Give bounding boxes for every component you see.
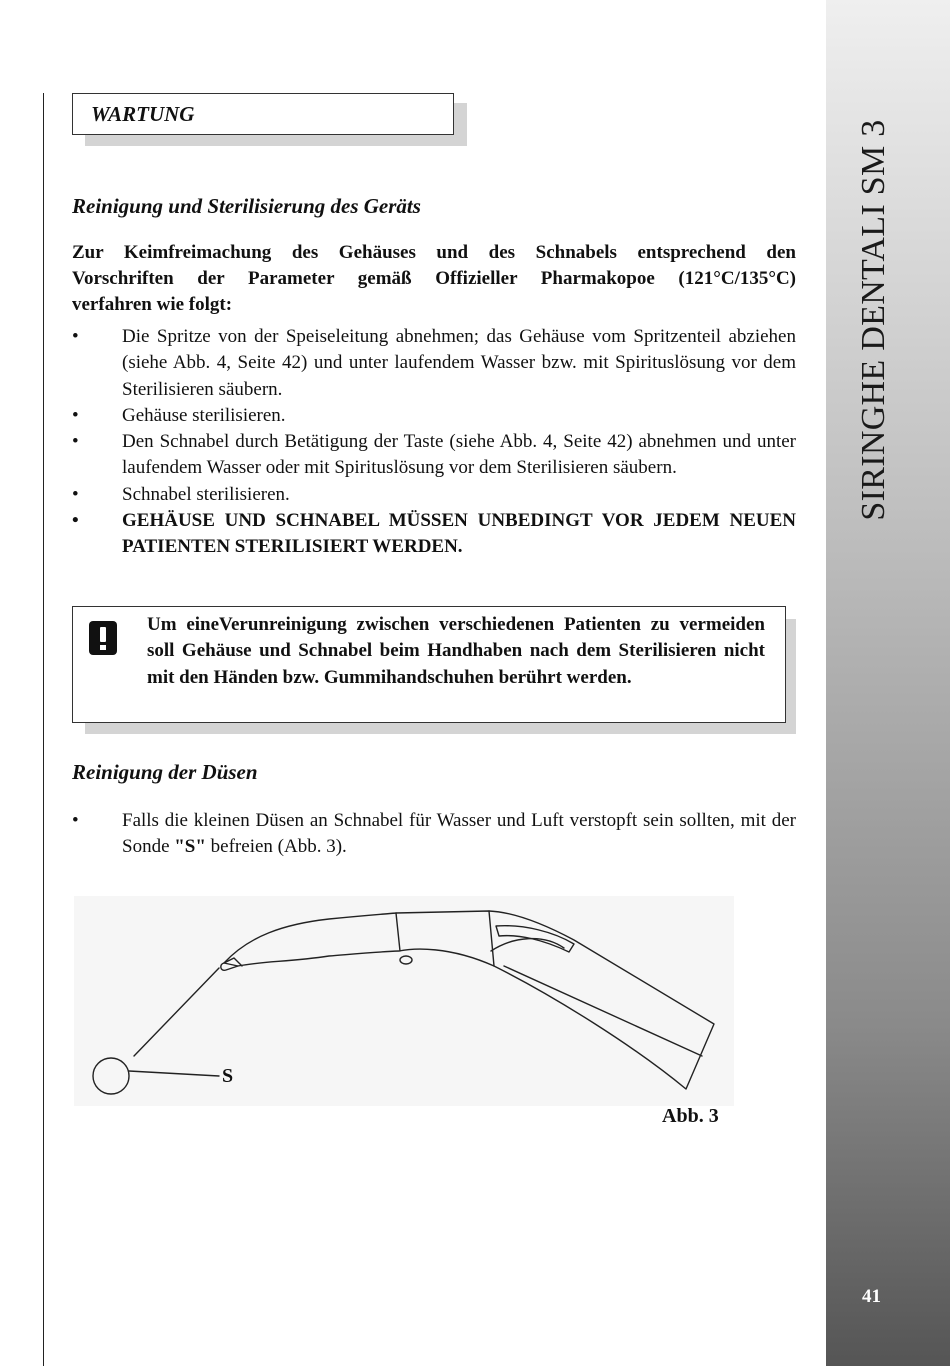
exclamation-icon: [89, 621, 117, 655]
syringe-illustration: [74, 896, 734, 1106]
side-tab-title: SIRINGHE DENTALI SM 3: [855, 119, 892, 521]
list-item: [72, 808, 796, 861]
intro-paragraph: [72, 240, 796, 318]
section-header-title: WARTUNG: [91, 102, 195, 126]
bullet-dot: •: [72, 431, 79, 453]
list-item: [72, 482, 796, 508]
bullet-dot: •: [72, 810, 79, 831]
heading-cleaning-sterilization: Reinigung und Sterilisierung des Geräts: [72, 194, 421, 218]
left-margin-rule: [43, 93, 44, 1366]
list-item-emphasis: [72, 508, 796, 561]
figure-caption: Abb. 3: [662, 1105, 719, 1127]
section-header-box: [72, 93, 454, 135]
list-item-text: Falls die kleinen Düsen an Schnabel für Wasser und Luft verstopft sein sollten, mit der Sonde: [122, 810, 796, 858]
bullet-list-nozzles: [72, 808, 796, 861]
list-item: [72, 429, 796, 482]
list-item-text: Schnabel sterilisieren.: [122, 483, 290, 505]
bullet-dot: •: [72, 483, 79, 505]
figure-background: [74, 896, 734, 1106]
bullet-list: [72, 324, 796, 561]
bullet-dot: •: [72, 326, 79, 347]
list-item-text: Die Spritze von der Speiseleitung abnehmen; das Gehäuse vom Spritzenteil abziehen (siehe Abb. 4, Seite 42) und unter laufendem Wasser bzw. mit Spirituslösung vor dem Sterilisieren säubern.: [122, 326, 796, 400]
warning-text: Um eineVerunreinigung zwischen verschiedenen Patienten zu vermeiden soll Gehäuse und Schnabel beim Handhaben nach dem Sterilisieren nicht mit den Händen bzw. Gummihandschuhen berührt werden.: [147, 614, 765, 688]
heading-nozzle-cleaning: Reinigung der Düsen: [72, 760, 258, 784]
intro-line: verfahren wie folgt:: [72, 294, 233, 315]
intro-line: Vorschriften der Parameter gemäß Offizieller Pharmakopoe (121°C/135°C): [72, 268, 796, 289]
warning-box: [72, 606, 786, 723]
page-number: 41: [862, 1286, 881, 1307]
list-item: [72, 324, 796, 403]
list-item-text: Den Schnabel durch Betätigung der Taste (siehe Abb. 4, Seite 42) abnehmen und unter laufendem Wasser oder mit Spirituslösung vor dem Sterilisieren säubern.: [122, 431, 796, 479]
list-item-text: befreien (Abb. 3).: [205, 836, 347, 858]
intro-line: Zur Keimfreimachung des Gehäuses und des Schnabels entsprechend den: [72, 242, 796, 263]
list-item-text: GEHÄUSE UND SCHNABEL MÜSSEN UNBEDINGT VOR JEDEM NEUEN PATIENTEN STERILISIERT WERDEN.: [122, 510, 796, 558]
probe-reference: "S": [174, 836, 206, 858]
list-item-text: Gehäuse sterilisieren.: [122, 404, 286, 426]
bullet-dot: •: [72, 510, 79, 532]
probe-label: S: [222, 1065, 234, 1087]
list-item: [72, 403, 796, 429]
bullet-dot: •: [72, 404, 79, 426]
